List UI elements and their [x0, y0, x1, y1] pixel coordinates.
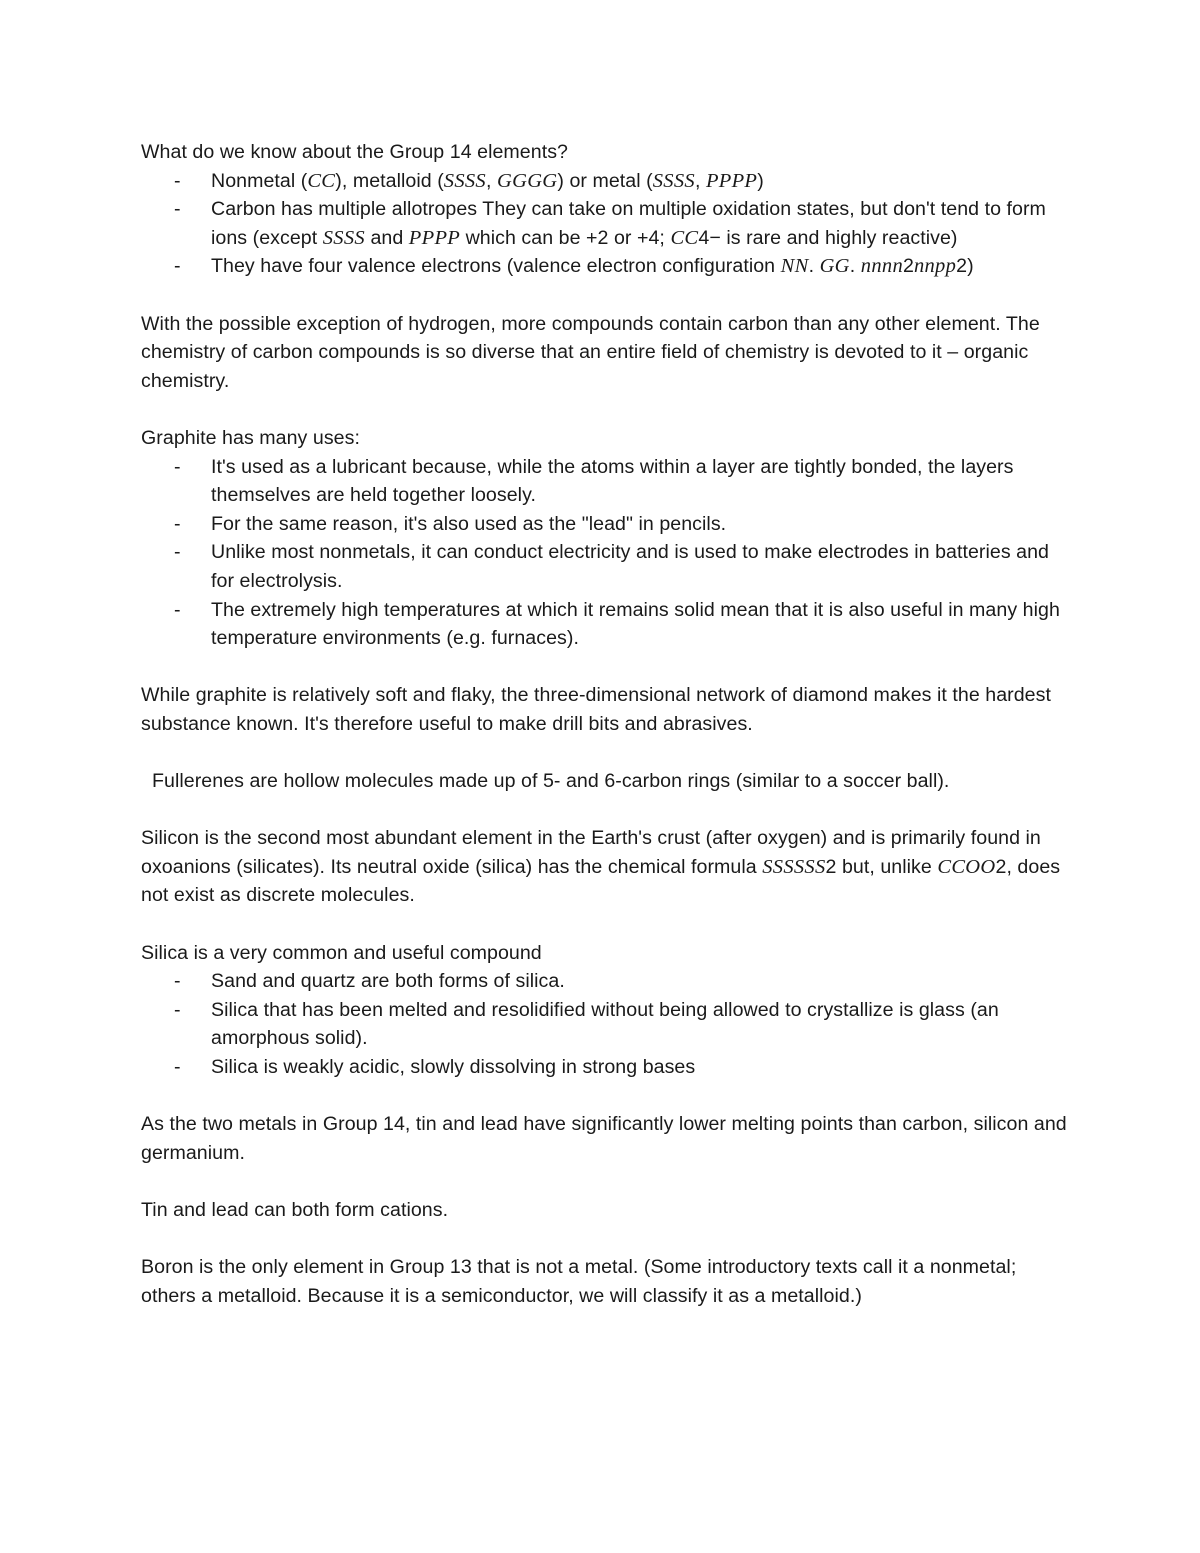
- list-item-text: Silica that has been melted and resolidified without being allowed to crystallize is glass (an amorphous solid).: [211, 998, 999, 1050]
- list-item-text: Silicon is the second most abundant element in the Earth's crust (after oxygen) and is primarily found in oxoanions (silicates). Its neutral oxide (silica) has the chemical formula SSSSSS2 but, unlike CCOO2, does not exist as discrete molecules.: [141, 827, 1061, 907]
- list-item: [141, 252, 1071, 281]
- math-symbol: SSSSSS: [762, 855, 826, 878]
- silica-list: [141, 967, 1071, 1081]
- list-item: [141, 510, 1071, 539]
- math-symbol: PPPP: [408, 226, 461, 249]
- list-item-text: For the same reason, it's also used as the "lead" in pencils.: [211, 512, 727, 535]
- document-page: [141, 138, 1071, 1339]
- math-symbol: GGGG: [496, 169, 558, 192]
- list-item-text: The extremely high temperatures at which it remains solid mean that it is also useful in many high temperature environments (e.g. furnaces).: [211, 598, 1060, 650]
- math-symbol: GG: [819, 255, 850, 278]
- group14-heading: What do we know about the Group 14 elements?: [141, 141, 568, 163]
- list-dash: -: [174, 970, 181, 993]
- silicon-paragraph-text: [141, 824, 1071, 910]
- graphite-section: [141, 424, 1071, 653]
- list-dash: -: [174, 198, 181, 221]
- metals-paragraph-text: As the two metals in Group 14, tin and lead have significantly lower melting points than carbon, silicon and germanium.: [141, 1113, 1067, 1164]
- list-dash: -: [174, 598, 181, 621]
- list-dash: -: [174, 255, 181, 278]
- fullerenes-paragraph: [141, 767, 1071, 796]
- cations-paragraph-text: Tin and lead can both form cations.: [141, 1198, 449, 1221]
- math-symbol: CCOO: [937, 855, 996, 878]
- metals-paragraph: [141, 1110, 1071, 1167]
- list-item-text: Unlike most nonmetals, it can conduct electricity and is used to make electrodes in batteries and for electrolysis.: [211, 541, 1050, 592]
- list-item: [141, 1053, 1071, 1082]
- list-item-text: Carbon has multiple allotropes They can take on multiple oxidation states, but don't tend to form ions (except SSSS and PPPP which can be +2 or +4; CC4− is rare and highly reactive): [211, 198, 1046, 249]
- list-item: [141, 538, 1071, 595]
- graphite-list: [141, 453, 1071, 653]
- list-item-text: Nonmetal (CC), metalloid (SSSS, GGGG) or metal (SSSS, PPPP): [211, 169, 764, 192]
- list-dash: -: [174, 1056, 181, 1078]
- list-item: [141, 967, 1071, 996]
- list-item: [141, 195, 1071, 252]
- list-item-text: It's used as a lubricant because, while the atoms within a layer are tightly bonded, the layers themselves are held together loosely.: [211, 455, 1014, 507]
- math-symbol: NN: [780, 255, 809, 278]
- silicon-paragraph: [141, 824, 1071, 910]
- graphite-heading: Graphite has many uses:: [141, 426, 360, 449]
- list-dash: -: [174, 998, 181, 1021]
- group14-list: [141, 167, 1071, 281]
- math-symbol: nnpp: [913, 255, 957, 278]
- silica-heading: Silica is a very common and useful compound: [141, 941, 542, 964]
- list-item-text: Sand and quartz are both forms of silica.: [211, 970, 565, 993]
- list-item-text: Silica is weakly acidic, slowly dissolving in strong bases: [211, 1056, 696, 1078]
- list-item: [141, 996, 1071, 1053]
- math-symbol: SSSS: [443, 169, 486, 192]
- list-dash: -: [174, 541, 181, 564]
- math-symbol: PPPP: [705, 169, 758, 192]
- list-item: [141, 167, 1071, 196]
- math-symbol: SSSS: [322, 226, 365, 249]
- carbon-paragraph-text: With the possible exception of hydrogen, more compounds contain carbon than any other element. The chemistry of carbon compounds is so diverse that an entire field of chemistry is devoted to it – organic chemistry.: [141, 312, 1040, 392]
- diamond-paragraph-text: While graphite is relatively soft and flaky, the three-dimensional network of diamond makes it the hardest substance known. It's therefore useful to make drill bits and abrasives.: [141, 684, 1051, 735]
- math-symbol: SSSS: [652, 169, 695, 192]
- math-symbol: CC: [307, 169, 336, 192]
- list-item: [141, 596, 1071, 653]
- math-symbol: nnnn: [860, 255, 903, 278]
- list-dash: -: [174, 455, 181, 478]
- list-item-text: They have four valence electrons (valence electron configuration NN. GG. nnnn2nnpp2): [211, 255, 974, 278]
- list-dash: -: [174, 169, 181, 192]
- diamond-paragraph: [141, 681, 1071, 738]
- math-symbol: CC: [670, 226, 699, 249]
- boron-paragraph: [141, 1253, 1071, 1310]
- group14-section: [141, 138, 1071, 281]
- carbon-paragraph: [141, 310, 1071, 396]
- boron-paragraph-text: Boron is the only element in Group 13 that is not a metal. (Some introductory texts call it a nonmetal; others a metalloid. Because it is a semiconductor, we will classify it as a metalloid.): [141, 1256, 1017, 1307]
- cations-paragraph: [141, 1196, 1071, 1225]
- fullerenes-paragraph-text: Fullerenes are hollow molecules made up of 5- and 6-carbon rings (similar to a soccer ball).: [152, 770, 950, 793]
- silica-section: [141, 939, 1071, 1082]
- list-item: [141, 453, 1071, 510]
- list-dash: -: [174, 512, 181, 535]
